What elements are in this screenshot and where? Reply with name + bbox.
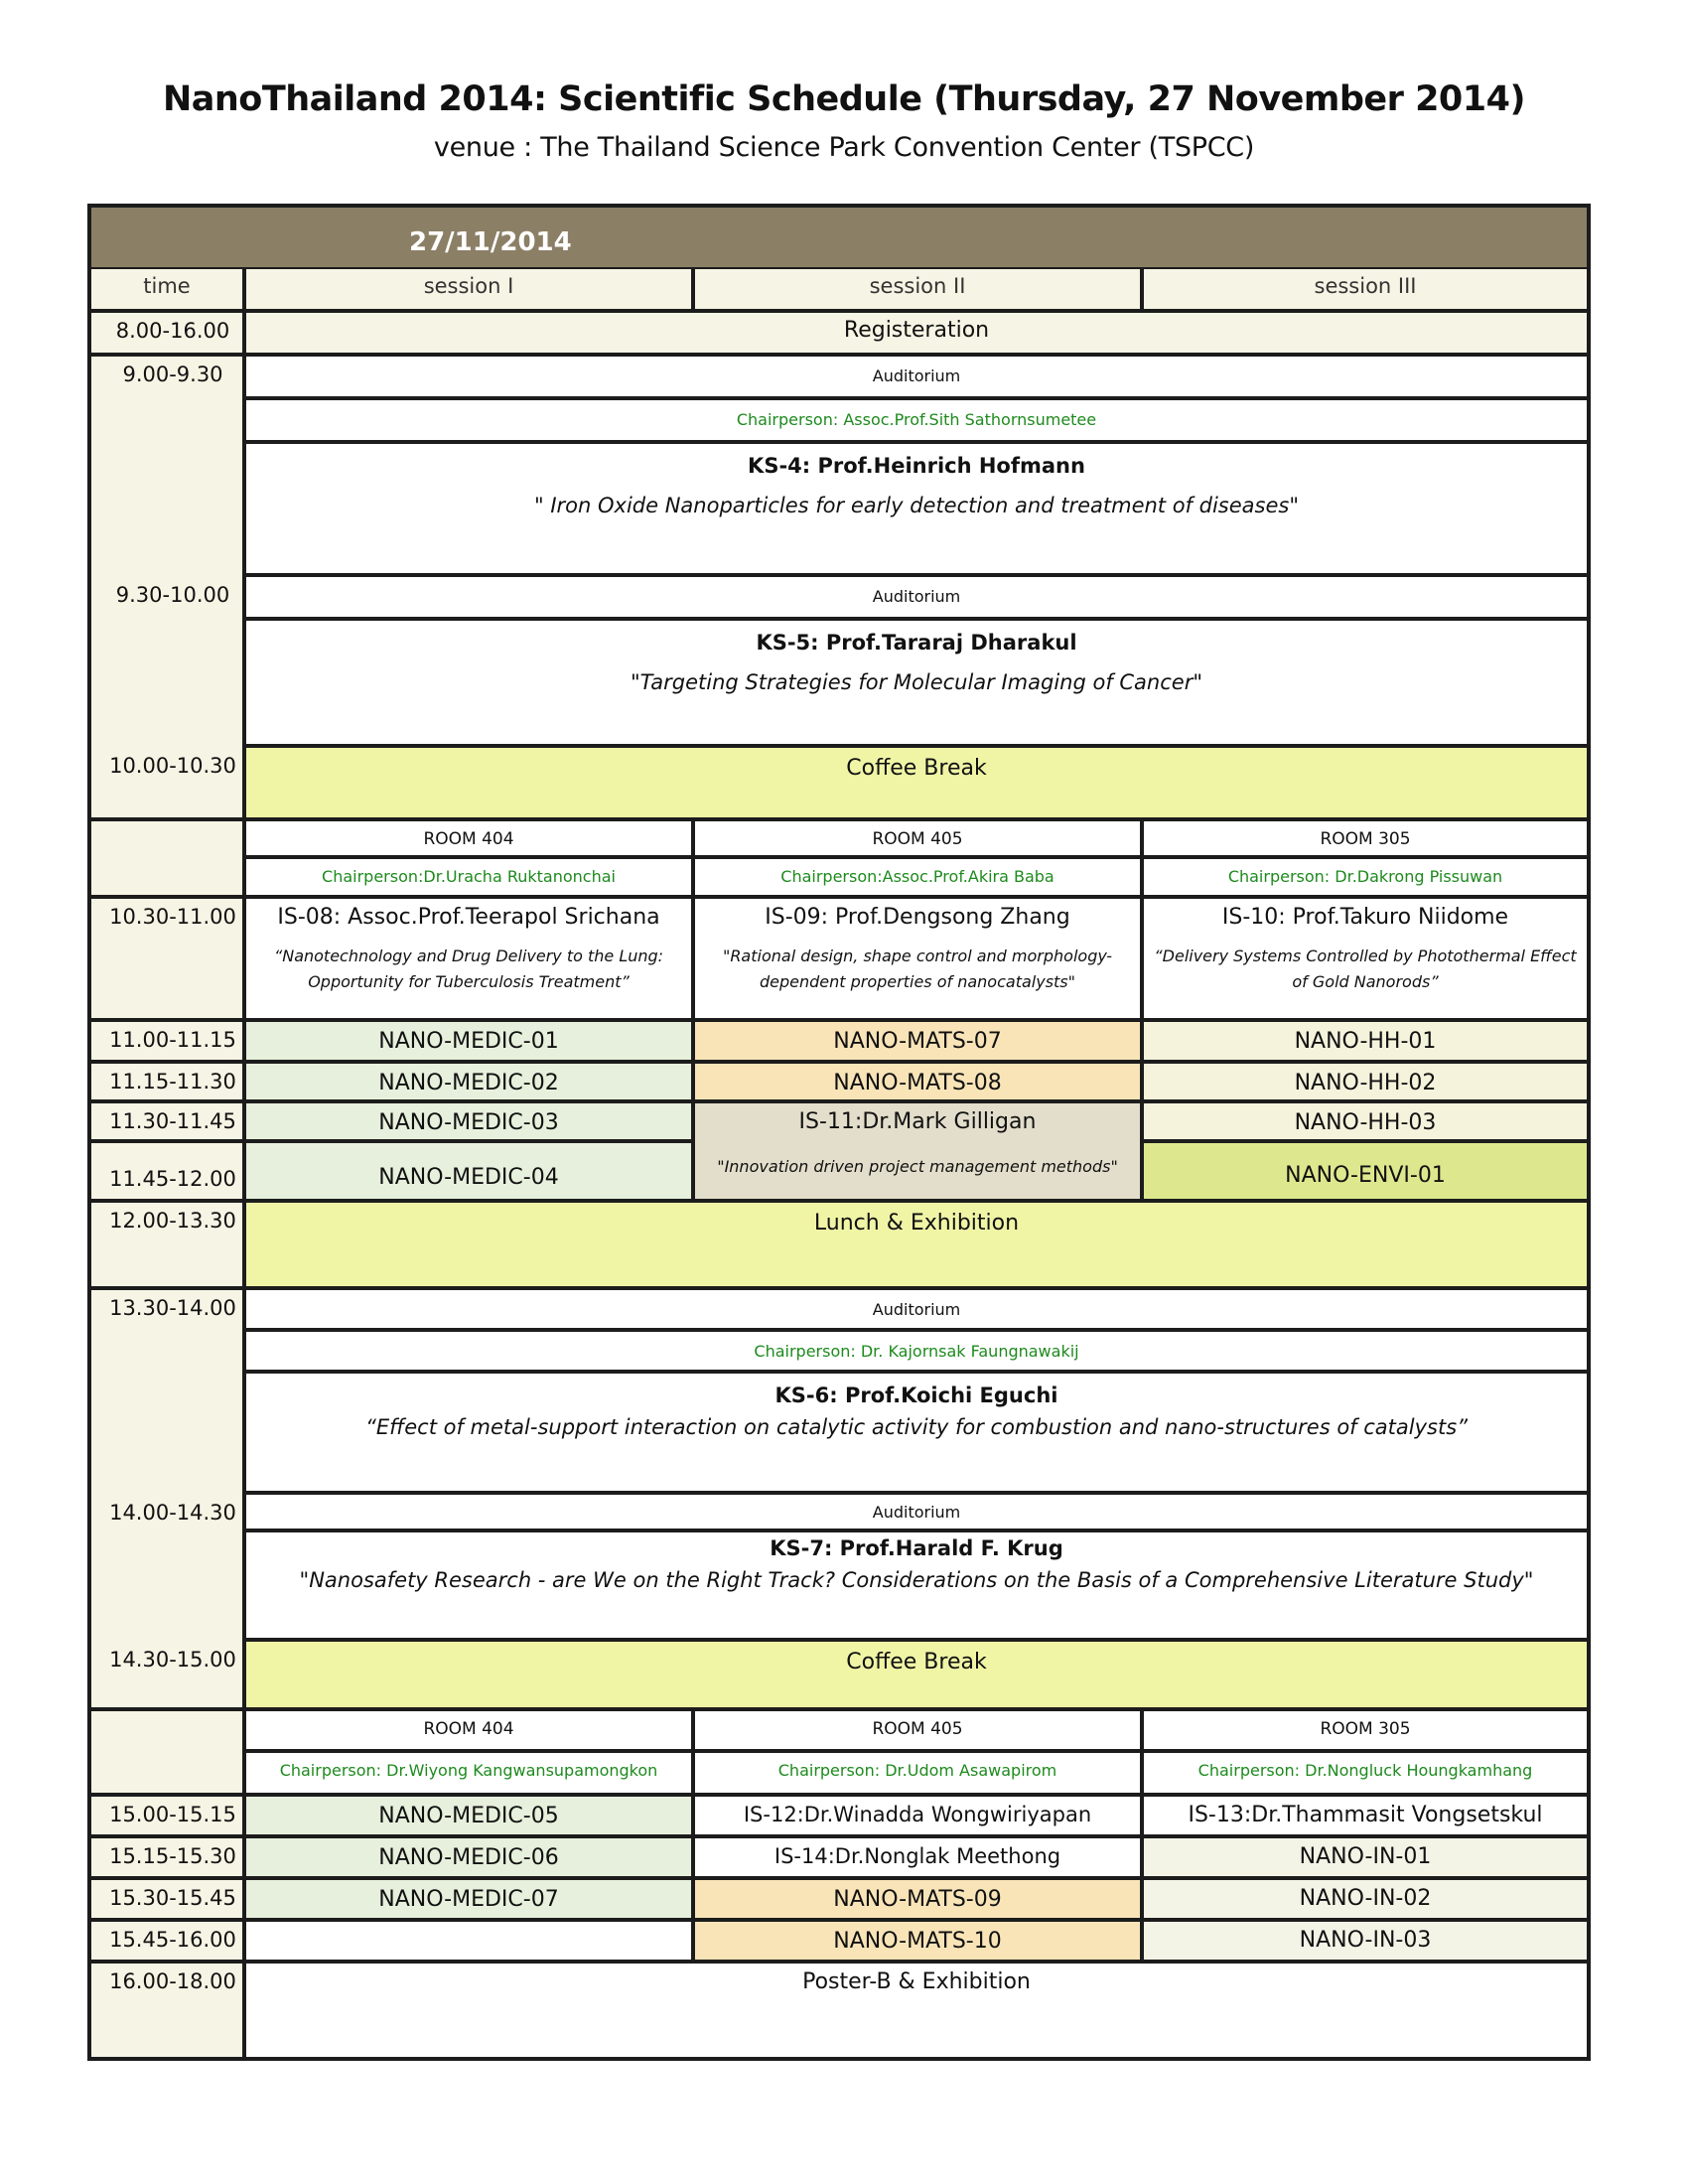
venue-subtitle: venue : The Thailand Science Park Convention Center (TSPCC) bbox=[433, 132, 1255, 163]
talk-title: “Delivery Systems Controlled by Photothermal Effect of Gold Nanorods” bbox=[1154, 946, 1577, 991]
header-session-3: session III bbox=[1144, 269, 1587, 309]
oral-slot: NANO-HH-03 bbox=[1144, 1103, 1587, 1139]
coffee-break: Coffee Break bbox=[246, 1642, 1587, 1707]
time-cell: 15.00-15.15 bbox=[91, 1797, 242, 1834]
time-cell: 11.45-12.00 bbox=[91, 1143, 242, 1199]
header-session-1: session I bbox=[246, 269, 691, 309]
talk-title: "Targeting Strategies for Molecular Imaging of Cancer" bbox=[631, 670, 1202, 694]
speaker-name: IS-09: Prof.Dengsong Zhang bbox=[765, 905, 1070, 930]
venue-auditorium: Auditorium bbox=[246, 577, 1587, 617]
time-cell: 16.00-18.00 bbox=[91, 1964, 242, 2057]
invited-talk-is11 bbox=[695, 1103, 1140, 1199]
keynote-ks5 bbox=[246, 621, 1587, 744]
oral-slot: NANO-IN-02 bbox=[1144, 1880, 1587, 1918]
invited-talk-is12: IS-12:Dr.Winadda Wongwiriyapan bbox=[695, 1797, 1140, 1834]
chairperson-label: Chairperson: Dr.Dakrong Pissuwan bbox=[1144, 859, 1587, 895]
talk-title: "Rational design, shape control and morphology-dependent properties of nanocatalysts" bbox=[722, 946, 1113, 991]
chairperson-label: Chairperson: Dr.Udom Asawapirom bbox=[695, 1753, 1140, 1793]
time-cell: 10.00-10.30 bbox=[91, 748, 242, 817]
page-title: NanoThailand 2014: Scientific Schedule (Thursday, 27 November 2014) bbox=[162, 79, 1525, 119]
room-305: ROOM 305 bbox=[1144, 1711, 1587, 1749]
keynote-ks6 bbox=[246, 1374, 1587, 1491]
time-cell: 13.30-14.00 bbox=[91, 1290, 242, 1668]
speaker-name: KS-7: Prof.Harald F. Krug bbox=[770, 1536, 1063, 1560]
talk-title: "Innovation driven project management methods" bbox=[717, 1157, 1118, 1176]
time-cell: 9.30-10.00 bbox=[91, 577, 242, 744]
time-cell: 10.30-11.00 bbox=[91, 899, 242, 1018]
time-cell-empty bbox=[91, 821, 242, 895]
room-405: ROOM 405 bbox=[695, 821, 1140, 855]
oral-slot: NANO-MEDIC-01 bbox=[246, 1022, 691, 1060]
oral-slot: NANO-MEDIC-06 bbox=[246, 1838, 691, 1876]
chairperson-label: Chairperson:Dr.Uracha Ruktanonchai bbox=[246, 859, 691, 895]
speaker-name: KS-6: Prof.Koichi Eguchi bbox=[774, 1383, 1058, 1407]
time-cell: 15.15-15.30 bbox=[91, 1838, 242, 1876]
lunch-break: Lunch & Exhibition bbox=[246, 1203, 1587, 1286]
time-cell: 12.00-13.30 bbox=[91, 1203, 242, 1286]
speaker-name: KS-4: Prof.Heinrich Hofmann bbox=[748, 454, 1085, 478]
oral-slot: NANO-HH-02 bbox=[1144, 1064, 1587, 1099]
speaker-name: IS-08: Assoc.Prof.Teerapol Srichana bbox=[277, 905, 660, 930]
time-cell: 15.45-16.00 bbox=[91, 1922, 242, 1960]
time-cell: 8.00-16.00 bbox=[91, 313, 242, 353]
time-cell: 15.30-15.45 bbox=[91, 1880, 242, 1918]
oral-slot-empty bbox=[246, 1922, 691, 1960]
oral-slot: NANO-MATS-07 bbox=[695, 1022, 1140, 1060]
oral-slot: NANO-MATS-09 bbox=[695, 1880, 1140, 1918]
oral-slot: NANO-MEDIC-02 bbox=[246, 1064, 691, 1099]
invited-talk-is14: IS-14:Dr.Nonglak Meethong bbox=[695, 1838, 1140, 1876]
room-305: ROOM 305 bbox=[1144, 821, 1587, 855]
oral-slot: NANO-IN-03 bbox=[1144, 1922, 1587, 1960]
schedule-table bbox=[87, 204, 1591, 2061]
invited-talk-is08 bbox=[246, 899, 691, 1018]
oral-slot: NANO-MEDIC-07 bbox=[246, 1880, 691, 1918]
room-404: ROOM 404 bbox=[246, 821, 691, 855]
chairperson-label: Chairperson: Dr.Wiyong Kangwansupamongkon bbox=[246, 1753, 691, 1793]
oral-slot: NANO-HH-01 bbox=[1144, 1022, 1587, 1060]
time-cell: 14.30-15.00 bbox=[91, 1642, 242, 1707]
header-session-2: session II bbox=[695, 269, 1140, 309]
venue-auditorium: Auditorium bbox=[246, 1495, 1587, 1529]
oral-slot: NANO-IN-01 bbox=[1144, 1838, 1587, 1876]
invited-talk-is10 bbox=[1144, 899, 1587, 1018]
talk-title: “Effect of metal-support interaction on catalytic activity for combustion and nano-structures of catalysts” bbox=[364, 1415, 1469, 1439]
speaker-name: IS-11:Dr.Mark Gilligan bbox=[798, 1109, 1037, 1134]
invited-talk-is09 bbox=[695, 899, 1140, 1018]
venue-auditorium: Auditorium bbox=[246, 357, 1587, 396]
speaker-name: KS-5: Prof.Tararaj Dharakul bbox=[756, 631, 1077, 655]
date-bar: 27/11/2014 bbox=[91, 208, 1587, 267]
oral-slot: NANO-MATS-08 bbox=[695, 1064, 1140, 1099]
oral-slot: NANO-MEDIC-03 bbox=[246, 1103, 691, 1139]
time-cell: 11.30-11.45 bbox=[91, 1103, 242, 1139]
time-cell: 14.00-14.30 bbox=[91, 1495, 242, 1638]
talk-title: “Nanotechnology and Drug Delivery to the Lung: Opportunity for Tuberculosis Treatment” bbox=[273, 946, 664, 991]
time-cell: 9.00-9.30 bbox=[91, 357, 242, 772]
room-404: ROOM 404 bbox=[246, 1711, 691, 1749]
speaker-name: IS-10: Prof.Takuro Niidome bbox=[1221, 905, 1509, 930]
registration-cell: Registeration bbox=[246, 313, 1587, 353]
oral-slot: NANO-MEDIC-05 bbox=[246, 1797, 691, 1834]
chairperson-label: Chairperson:Assoc.Prof.Akira Baba bbox=[695, 859, 1140, 895]
header-time: time bbox=[91, 269, 242, 309]
oral-slot: NANO-MATS-10 bbox=[695, 1922, 1140, 1960]
oral-slot: NANO-ENVI-01 bbox=[1144, 1143, 1587, 1199]
time-cell-empty bbox=[91, 1711, 242, 1793]
chairperson-label: Chairperson: Dr. Kajornsak Faungnawakij bbox=[246, 1332, 1587, 1370]
time-cell: 11.00-11.15 bbox=[91, 1022, 242, 1060]
chairperson-label: Chairperson: Assoc.Prof.Sith Sathornsumetee bbox=[246, 400, 1587, 440]
chairperson-label: Chairperson: Dr.Nongluck Houngkamhang bbox=[1144, 1753, 1587, 1793]
talk-title: " Iron Oxide Nanoparticles for early detection and treatment of diseases" bbox=[534, 494, 1299, 517]
poster-session: Poster-B & Exhibition bbox=[246, 1964, 1587, 2057]
coffee-break: Coffee Break bbox=[246, 748, 1587, 817]
keynote-ks4 bbox=[246, 444, 1587, 573]
room-405: ROOM 405 bbox=[695, 1711, 1140, 1749]
venue-auditorium: Auditorium bbox=[246, 1290, 1587, 1328]
invited-talk-is13: IS-13:Dr.Thammasit Vongsetskul bbox=[1144, 1797, 1587, 1834]
time-cell: 11.15-11.30 bbox=[91, 1064, 242, 1099]
oral-slot: NANO-MEDIC-04 bbox=[246, 1143, 691, 1199]
talk-title: "Nanosafety Research - are We on the Right Track? Considerations on the Basis of a Comprehensive Literature Study" bbox=[299, 1568, 1534, 1592]
keynote-ks7 bbox=[246, 1532, 1587, 1638]
